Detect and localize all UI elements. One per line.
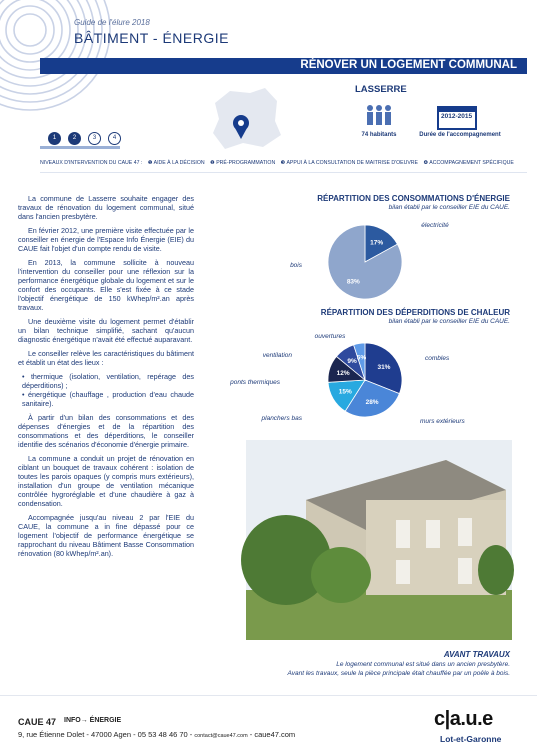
- department-map: [205, 83, 285, 153]
- footer-divider: [0, 695, 537, 696]
- chart-title: RÉPARTITION DES CONSOMMATIONS D'ÉNERGIE: [317, 194, 510, 203]
- divider: [40, 172, 527, 173]
- pie-category-label: murs extérieurs: [420, 418, 465, 425]
- paragraph: Accompagnée jusqu'au niveau 2 par l'EIE du CAUE, la commune a in fine dépassé pour ce logement l'objectif de performance énergétique se rapprochant du niveau Bâtiment Basse Consommation rénovation (80 kWhep/m².an).: [18, 513, 194, 558]
- pie-value-label: 5%: [356, 354, 367, 362]
- heat-loss-pie-chart: [230, 322, 520, 437]
- footer-address-text: 9, rue Étienne Dolet - 47000 Agen - 05 53 48 46 70 -: [18, 730, 195, 739]
- pie-category-label: ouvertures: [314, 333, 346, 340]
- title-banner: [40, 58, 527, 74]
- level-marker: 2: [68, 132, 81, 145]
- pie-category-label: planchers bas: [261, 415, 302, 422]
- paragraph: La commune de Lasserre souhaite engager des travaux de rénovation du logement communal, situé dans l'ancien presbytère.: [18, 194, 194, 221]
- website-link[interactable]: - caue47.com: [247, 730, 296, 739]
- body-text: [18, 194, 194, 563]
- caue-logo: c|a.u.e: [434, 708, 493, 730]
- footer-org-name: CAUE 47: [18, 717, 57, 727]
- footer-info-energie: INFO→ ÉNERGIE: [64, 717, 122, 724]
- level-marker: 4: [108, 132, 121, 145]
- level-marker: 3: [88, 132, 101, 145]
- levels-legend-item: ❸ APPUI À LA CONSULTATION DE MAITRISE D'OEUVRE: [280, 160, 419, 166]
- footer-address: [18, 730, 295, 739]
- pie-value-label: 12%: [336, 369, 350, 377]
- photo-caption: [210, 660, 510, 678]
- chart-title: RÉPARTITION DES DÉPERDITIONS DE CHALEUR: [320, 308, 510, 317]
- pie-value-label: 17%: [370, 239, 384, 247]
- levels-legend-item: NIVEAUX D'INTERVENTION DU CAUE 47 :: [40, 160, 143, 166]
- chart-subtitle: bilan établi par le conseiller EIE du CAUE.: [388, 204, 510, 211]
- paragraph: La commune a conduit un projet de rénovation en ciblant un bouquet de travaux cohérent : isolation de toutes les parois opaques (y compris murs extérieurs), installation d'un groupe de ventilation mécanique contrôlée hygroréglable et d'une chaudière à gaz à condensation.: [18, 454, 194, 508]
- consumption-pie-chart: [250, 212, 520, 312]
- guide-label: Guide de l'élure 2018: [74, 18, 150, 27]
- page-title: RÉNOVER UN LOGEMENT COMMUNAL: [300, 59, 517, 71]
- pie-category-label: ventilation: [262, 352, 292, 359]
- people-icon: [365, 104, 393, 126]
- pie-value-label: 9%: [347, 358, 357, 366]
- pie-value-label: 15%: [338, 388, 352, 396]
- list-item: • thermique (isolation, ventilation, repérage des déperditions) ;: [22, 372, 194, 390]
- topic-title: BÂTIMENT - ÉNERGIE: [74, 30, 229, 46]
- photo-caption-line: Avant les travaux, seule la pièce principale était chauffée par un poêle à bois.: [287, 670, 510, 677]
- levels-legend-item: ❹ ACCOMPAGNEMENT SPÉCIFIQUE: [423, 160, 514, 166]
- population: 74 habitants: [361, 132, 397, 138]
- house-photo: [246, 440, 512, 640]
- contact-email-link[interactable]: contact@caue47.com: [194, 733, 248, 739]
- levels-legend-item: ❶ AIDE À LA DÉCISION: [147, 160, 205, 166]
- caue-logo-subtitle: Lot-et-Garonne: [440, 734, 502, 744]
- photo-caption-line: Le logement communal est situé dans un ancien presbytère.: [336, 661, 510, 668]
- pie-category-label: bois: [290, 262, 302, 269]
- pie-value-label: 31%: [377, 364, 391, 372]
- levels-track: [40, 146, 120, 149]
- pie-category-label: combles: [425, 355, 450, 362]
- pie-category-label: ponts thermiques: [230, 379, 280, 386]
- pie-value-label: 28%: [365, 398, 379, 406]
- photo-caption-title: AVANT TRAVAUX: [443, 650, 510, 659]
- list-item: • énergétique (chauffage , production d'eau chaude sanitaire).: [22, 390, 194, 408]
- levels-legend: [40, 160, 520, 166]
- paragraph: Une deuxième visite du logement permet d'établir un bilan technique simplifié, sachant qu'aucun diagnostic énergétique n'avait été effectué auparavant.: [18, 317, 194, 344]
- paragraph: À partir d'un bilan des consommations et des dépenses d'énergies et de la répartition des consommations et des déperditions, le conseiller identifie des scénarios d'économie d'énergie primaire.: [18, 413, 194, 449]
- chart-subtitle: bilan établi par le conseiller EIE du CAUE.: [388, 318, 510, 325]
- paragraph: En 2013, la commune sollicite à nouveau l'intervention du conseiller pour une réflexion sur la performance énergétique globale du logement et sur le confort des occupants. Elle s'est fixée à ce stade l'objectif énergétique de 150 kWhep/m².an après travaux.: [18, 258, 194, 312]
- paragraph: En février 2012, une première visite effectuée par le conseiller en énergie de l'Espace Info Énergie (EIE) du CAUE fait l'objet d'un compte rendu de visite.: [18, 226, 194, 253]
- bullet-list: [18, 372, 194, 408]
- duration-label: Durée de l'accompagnement: [419, 132, 501, 138]
- commune-name: LASSERRE: [355, 84, 407, 95]
- pie-value-label: 83%: [346, 278, 360, 286]
- period: 2012-2015: [441, 113, 473, 120]
- levels-legend-item: ❷ PRÉ-PROGRAMMATION: [210, 160, 276, 166]
- paragraph: Le conseiller relève les caractéristiques du bâtiment et établit un état des lieux :: [18, 349, 194, 367]
- level-marker: 1: [48, 132, 61, 145]
- pie-category-label: électricité: [421, 222, 449, 229]
